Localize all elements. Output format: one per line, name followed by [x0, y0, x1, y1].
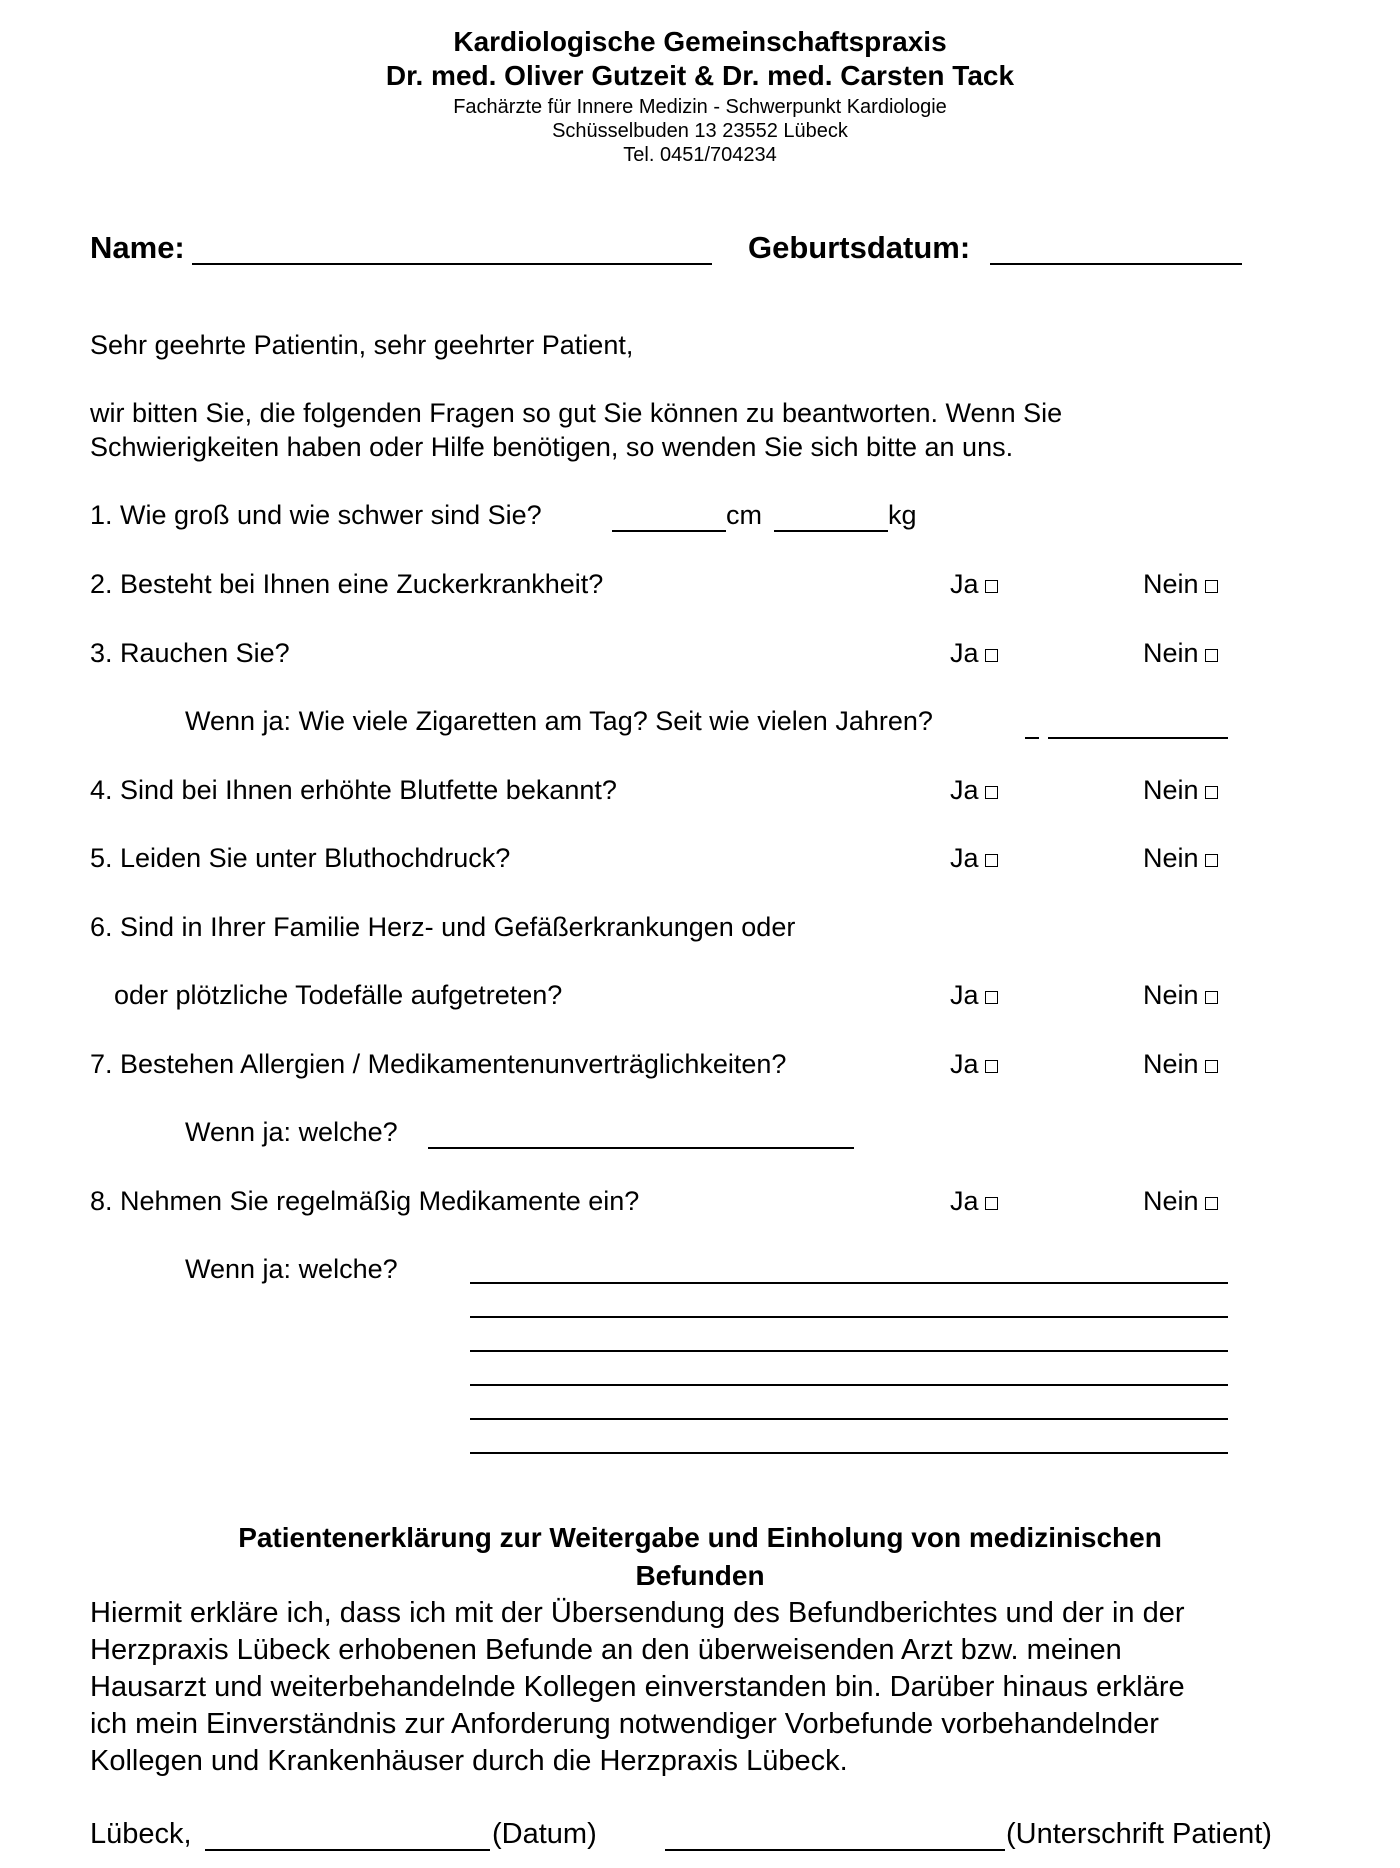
checkbox-icon[interactable]	[1205, 991, 1218, 1004]
q8-no-option[interactable]	[1143, 1186, 1218, 1217]
q3-no-option[interactable]	[1143, 638, 1218, 669]
q2-no-label: Nein	[1143, 569, 1199, 599]
medication-input-line[interactable]	[470, 1316, 1228, 1318]
checkbox-icon[interactable]	[1205, 1060, 1218, 1073]
birthdate-label: Geburtsdatum:	[748, 230, 971, 265]
declaration-line-1: Hiermit erkläre ich, dass ich mit der Übersendung des Befundberichtes und der in der	[90, 1597, 1185, 1629]
signature-label: (Unterschrift Patient)	[1006, 1818, 1272, 1850]
medication-input-line[interactable]	[470, 1350, 1228, 1352]
checkbox-icon[interactable]	[985, 786, 998, 799]
name-input-line[interactable]	[192, 263, 712, 265]
intro-line-2: Schwierigkeiten haben oder Hilfe benötigen, so wenden Sie sich bitte an uns.	[90, 432, 1014, 462]
practice-address: Schüsselbuden 13 23552 Lübeck	[552, 120, 848, 142]
q5-no-label: Nein	[1143, 843, 1199, 873]
declaration-title-line-1: Patientenerklärung zur Weitergabe und Einholung von medizinischen	[238, 1522, 1162, 1553]
q6-no-option[interactable]	[1143, 980, 1218, 1011]
declaration-line-3: Hausarzt und weiterbehandelnde Kollegen einverstanden bin. Darüber hinaus erkläre	[90, 1671, 1185, 1703]
medication-input-line[interactable]	[470, 1418, 1228, 1420]
q7-no-option[interactable]	[1143, 1049, 1218, 1080]
checkbox-icon[interactable]	[1205, 854, 1218, 867]
question-7: 7. Bestehen Allergien / Medikamentenunverträglichkeiten?	[90, 1049, 787, 1079]
unit-kg: kg	[888, 500, 917, 530]
intro-line-1: wir bitten Sie, die folgenden Fragen so gut Sie können zu beantworten. Wenn Sie	[90, 398, 1063, 428]
q3-no-label: Nein	[1143, 638, 1199, 668]
declaration-line-5: Kollegen und Krankenhäuser durch die Herzpraxis Lübeck.	[90, 1745, 848, 1777]
declaration-line-4: ich mein Einverständnis zur Anforderung notwendiger Vorbefunde vorbehandelnder	[90, 1708, 1159, 1740]
question-7-followup: Wenn ja: welche?	[185, 1117, 398, 1147]
signature-input-line[interactable]	[665, 1849, 1005, 1851]
q2-no-option[interactable]	[1143, 569, 1218, 600]
question-4: 4. Sind bei Ihnen erhöhte Blutfette bekannt?	[90, 775, 617, 805]
name-field	[90, 230, 185, 266]
height-input-line[interactable]	[612, 530, 726, 532]
unit-cm: cm	[726, 500, 762, 530]
practice-phone: Tel. 0451/704234	[623, 144, 777, 166]
q7-yes-label: Ja	[950, 1049, 979, 1079]
question-5: 5. Leiden Sie unter Bluthochdruck?	[90, 843, 511, 873]
checkbox-icon[interactable]	[985, 991, 998, 1004]
q4-yes-label: Ja	[950, 775, 979, 805]
medication-input-line[interactable]	[470, 1282, 1228, 1284]
date-input-line[interactable]	[205, 1849, 490, 1851]
q4-no-option[interactable]	[1143, 775, 1218, 806]
checkbox-icon[interactable]	[985, 1197, 998, 1210]
q5-no-option[interactable]	[1143, 843, 1218, 874]
question-6-line-2: oder plötzliche Todefälle aufgetreten?	[114, 980, 563, 1010]
name-label: Name:	[90, 230, 185, 265]
question-8: 8. Nehmen Sie regelmäßig Medikamente ein?	[90, 1186, 640, 1216]
birthdate-input-line[interactable]	[990, 263, 1242, 265]
checkbox-icon[interactable]	[1205, 786, 1218, 799]
weight-input-line[interactable]	[774, 530, 888, 532]
signature-place: Lübeck,	[90, 1818, 192, 1850]
checkbox-icon[interactable]	[985, 1060, 998, 1073]
checkbox-icon[interactable]	[1205, 1197, 1218, 1210]
doctor-names: Dr. med. Oliver Gutzeit & Dr. med. Carsten Tack	[385, 60, 1015, 91]
checkbox-icon[interactable]	[985, 580, 998, 593]
q7-yes-option[interactable]	[950, 1049, 998, 1080]
date-label: (Datum)	[492, 1818, 597, 1850]
q5-yes-option[interactable]	[950, 843, 998, 874]
checkbox-icon[interactable]	[1205, 580, 1218, 593]
practice-name: Kardiologische Gemeinschaftspraxis	[453, 26, 947, 57]
q7-no-label: Nein	[1143, 1049, 1199, 1079]
q3-yes-option[interactable]	[950, 638, 998, 669]
q4-no-label: Nein	[1143, 775, 1199, 805]
declaration-title-line-2: Befunden	[635, 1560, 765, 1591]
question-1: 1. Wie groß und wie schwer sind Sie?	[90, 500, 542, 530]
q2-yes-option[interactable]	[950, 569, 998, 600]
checkbox-icon[interactable]	[1205, 649, 1218, 662]
declaration-line-2: Herzpraxis Lübeck erhobenen Befunde an den überweisenden Arzt bzw. meinen	[90, 1634, 1122, 1666]
years-input-line[interactable]	[1048, 737, 1228, 739]
question-3-followup: Wenn ja: Wie viele Zigaretten am Tag? Seit wie vielen Jahren?	[185, 706, 933, 736]
q4-yes-option[interactable]	[950, 775, 998, 806]
allergies-input-line[interactable]	[428, 1147, 854, 1149]
q6-yes-label: Ja	[950, 980, 979, 1010]
q2-yes-label: Ja	[950, 569, 979, 599]
checkbox-icon[interactable]	[985, 649, 998, 662]
q8-yes-option[interactable]	[950, 1186, 998, 1217]
medication-input-line[interactable]	[470, 1452, 1228, 1454]
salutation: Sehr geehrte Patientin, sehr geehrter Patient,	[90, 330, 634, 360]
question-8-followup: Wenn ja: welche?	[185, 1254, 398, 1284]
practice-specialty: Fachärzte für Innere Medizin - Schwerpunkt Kardiologie	[453, 96, 947, 118]
checkbox-icon[interactable]	[985, 854, 998, 867]
q8-yes-label: Ja	[950, 1186, 979, 1216]
cigarettes-input-line[interactable]	[1025, 737, 1039, 739]
question-6-line-1: 6. Sind in Ihrer Familie Herz- und Gefäßerkrankungen oder	[90, 912, 796, 942]
question-2: 2. Besteht bei Ihnen eine Zuckerkrankheit?	[90, 569, 604, 599]
q5-yes-label: Ja	[950, 843, 979, 873]
medication-input-line[interactable]	[470, 1384, 1228, 1386]
q6-yes-option[interactable]	[950, 980, 998, 1011]
q8-no-label: Nein	[1143, 1186, 1199, 1216]
q3-yes-label: Ja	[950, 638, 979, 668]
question-3: 3. Rauchen Sie?	[90, 638, 290, 668]
q6-no-label: Nein	[1143, 980, 1199, 1010]
